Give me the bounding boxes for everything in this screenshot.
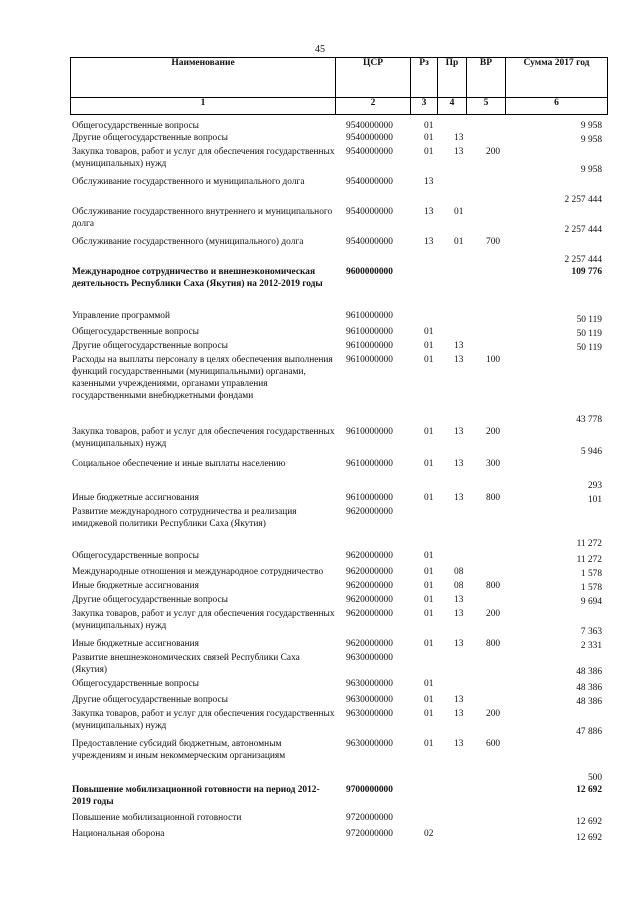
row-rz: 13	[424, 207, 434, 217]
table-row	[70, 120, 608, 132]
row-vr: 100	[486, 355, 501, 365]
table-row	[70, 132, 608, 146]
row-name: Повышение мобилизационной готовности на период 2012-2019 годы	[72, 785, 320, 807]
row-csr: 9630000000	[346, 653, 393, 663]
row-rz: 01	[424, 695, 434, 705]
header-sum: Сумма 2017 год	[506, 58, 608, 98]
row-vr	[484, 506, 526, 550]
row-name: Расходы на выплаты персоналу в целях обеспечения выполнения функций государственными (муниципальными) органами, казенными учреждениями, органами управления государственными внебюджетными фондами	[72, 355, 333, 401]
row-sum: 9 958	[580, 165, 602, 175]
row-csr: 9610000000	[346, 493, 393, 503]
row-sum: 48 386	[576, 697, 602, 707]
table-row	[70, 354, 608, 426]
table-row	[70, 176, 608, 206]
row-pr	[452, 678, 484, 694]
row-sum: 109 776	[571, 267, 602, 277]
row-vr: 800	[486, 493, 501, 503]
row-sum: 5 946	[580, 447, 602, 457]
row-vr	[484, 326, 526, 340]
row-name: Национальная оборона	[72, 829, 165, 839]
row-sum: 50 119	[576, 343, 602, 353]
table-row	[70, 566, 608, 580]
row-name: Повышение мобилизационной готовности	[72, 813, 242, 823]
header-csr: ЦСР	[336, 58, 411, 98]
table-row	[70, 828, 608, 844]
row-csr: 9720000000	[346, 829, 393, 839]
row-vr	[484, 206, 526, 236]
row-csr: 9540000000	[346, 237, 393, 247]
row-sum: 12 692	[576, 833, 602, 843]
row-vr	[484, 784, 526, 812]
row-sum: 50 119	[576, 329, 602, 339]
row-name: Иные бюджетные ассигнования	[72, 581, 199, 591]
row-pr	[452, 828, 484, 844]
row-sum: 12 692	[576, 785, 602, 795]
table-row	[70, 550, 608, 566]
header-num-sum: 6	[506, 98, 608, 115]
row-rz: 01	[424, 639, 434, 649]
row-pr	[452, 550, 484, 566]
row-rz: 13	[424, 237, 434, 247]
row-csr: 9620000000	[346, 567, 393, 577]
row-name: Иные бюджетные ассигнования	[72, 493, 199, 503]
row-csr: 9620000000	[346, 595, 393, 605]
header-vr: ВР	[467, 58, 506, 98]
row-rz: 01	[424, 427, 434, 437]
row-csr: 9540000000	[346, 147, 393, 157]
row-name: Развитие внешнеэкономических связей Республики Саха (Якутия)	[72, 653, 300, 675]
table-row	[70, 694, 608, 708]
row-pr: 13	[454, 493, 464, 503]
row-pr	[452, 120, 484, 132]
page-number: 45	[315, 44, 325, 55]
row-rz	[422, 652, 452, 678]
row-csr: 9610000000	[346, 355, 393, 365]
table-row	[70, 492, 608, 506]
row-name: Закупка товаров, работ и услуг для обеспечения государственных (муниципальных) нужд	[72, 609, 335, 631]
row-rz: 01	[424, 581, 434, 591]
row-pr	[452, 326, 484, 340]
row-vr	[484, 550, 526, 566]
table-row	[70, 708, 608, 738]
row-csr: 9540000000	[346, 121, 393, 131]
row-rz: 01	[424, 121, 434, 131]
row-name: Международные отношения и международное сотрудничество	[72, 567, 324, 577]
row-pr: 01	[454, 207, 464, 217]
table-row	[70, 812, 608, 828]
row-sum: 101	[587, 495, 602, 505]
row-pr	[452, 310, 484, 326]
table-row	[70, 638, 608, 652]
row-rz: 01	[424, 595, 434, 605]
row-name: Обслуживание государственного внутреннего и муниципального долга	[72, 207, 333, 229]
row-vr: 300	[486, 459, 501, 469]
row-csr: 9720000000	[346, 813, 393, 823]
row-pr	[452, 506, 484, 550]
row-pr: 13	[454, 133, 464, 143]
row-vr	[484, 652, 526, 678]
row-pr	[452, 812, 484, 828]
row-vr	[484, 566, 526, 580]
row-vr: 200	[486, 709, 501, 719]
row-rz	[422, 506, 452, 550]
row-name: Предоставление субсидий бюджетным, автономным учреждениям и иным некоммерческим организациям	[72, 739, 286, 761]
row-pr: 13	[454, 609, 464, 619]
row-csr: 9540000000	[346, 177, 393, 187]
row-pr: 13	[454, 459, 464, 469]
row-name: Общегосударственные вопросы	[72, 121, 199, 131]
table-row	[70, 594, 608, 608]
row-csr: 9630000000	[346, 695, 393, 705]
row-pr: 13	[454, 341, 464, 351]
row-csr: 9620000000	[346, 609, 393, 619]
row-rz	[422, 310, 452, 326]
row-vr	[484, 812, 526, 828]
row-sum: 47 886	[576, 727, 602, 737]
row-vr	[484, 176, 526, 206]
row-vr: 800	[486, 581, 501, 591]
row-pr	[452, 784, 484, 812]
row-name: Общегосударственные вопросы	[72, 551, 199, 561]
row-name: Другие общегосударственные вопросы	[72, 133, 228, 143]
row-rz: 13	[424, 177, 434, 187]
row-sum: 11 272	[576, 539, 602, 549]
row-sum: 1 578	[580, 569, 602, 579]
row-sum: 2 257 444	[564, 255, 602, 265]
row-name: Общегосударственные вопросы	[72, 327, 199, 337]
row-sum: 500	[587, 773, 602, 783]
row-rz: 01	[424, 679, 434, 689]
row-rz: 01	[424, 327, 434, 337]
row-csr: 9620000000	[346, 551, 393, 561]
row-rz: 01	[424, 609, 434, 619]
row-pr: 13	[454, 427, 464, 437]
row-vr	[484, 678, 526, 694]
row-vr: 200	[486, 609, 501, 619]
row-csr: 9610000000	[346, 427, 393, 437]
row-name: Общегосударственные вопросы	[72, 679, 199, 689]
row-csr: 9610000000	[346, 327, 393, 337]
row-name: Развитие международного сотрудничества и реализация имиджевой политики Республики Саха (Якутия)	[72, 507, 297, 529]
row-pr	[452, 266, 484, 310]
row-sum: 7 363	[580, 627, 602, 637]
header-num-vr: 5	[467, 98, 506, 115]
row-sum: 2 257 444	[564, 225, 602, 235]
row-name: Другие общегосударственные вопросы	[72, 595, 228, 605]
row-vr: 200	[486, 147, 501, 157]
row-sum: 9 694	[580, 597, 602, 607]
row-sum: 1 578	[580, 583, 602, 593]
row-rz: 01	[424, 133, 434, 143]
row-rz	[422, 812, 452, 828]
row-sum: 2 257 444	[564, 195, 602, 205]
table-row	[70, 506, 608, 550]
row-rz	[422, 784, 452, 812]
row-csr: 9610000000	[346, 341, 393, 351]
row-name: Иные бюджетные ассигнования	[72, 639, 199, 649]
row-csr: 9610000000	[346, 311, 393, 321]
row-csr: 9620000000	[346, 507, 393, 517]
header-pr: Пр	[438, 58, 467, 98]
row-name: Социальное обеспечение и иные выплаты населению	[72, 459, 286, 469]
row-rz: 02	[424, 829, 434, 839]
row-csr: 9630000000	[346, 709, 393, 719]
table-row	[70, 206, 608, 236]
row-csr: 9620000000	[346, 581, 393, 591]
table-row	[70, 738, 608, 784]
row-rz: 01	[424, 493, 434, 503]
table-row	[70, 326, 608, 340]
row-name: Другие общегосударственные вопросы	[72, 341, 228, 351]
row-name: Международное сотрудничество и внешнеэкономическая деятельность Республики Саха (Якутия) на 2012-2019 годы	[72, 267, 323, 289]
row-sum: 48 386	[576, 683, 602, 693]
row-vr: 700	[486, 237, 501, 247]
table-row	[70, 340, 608, 354]
row-sum: 48 386	[576, 667, 602, 677]
row-vr	[484, 340, 526, 354]
header-rz: Рз	[411, 58, 438, 98]
row-sum: 12 692	[576, 817, 602, 827]
row-vr	[484, 828, 526, 844]
row-vr	[484, 310, 526, 326]
row-sum: 293	[587, 481, 602, 491]
header-num-name: 1	[71, 98, 336, 115]
row-rz: 01	[424, 341, 434, 351]
row-vr	[484, 594, 526, 608]
row-csr: 9540000000	[346, 133, 393, 143]
row-rz	[422, 266, 452, 310]
table-row	[70, 652, 608, 678]
table-row	[70, 458, 608, 492]
row-name: Закупка товаров, работ и услуг для обеспечения государственных (муниципальных) нужд	[72, 147, 335, 169]
table-row	[70, 426, 608, 458]
row-csr: 9620000000	[346, 639, 393, 649]
row-rz: 01	[424, 459, 434, 469]
row-pr: 13	[454, 355, 464, 365]
row-name: Закупка товаров, работ и услуг для обеспечения государственных (муниципальных) нужд	[72, 427, 335, 449]
row-pr: 13	[454, 695, 464, 705]
table-row	[70, 310, 608, 326]
row-vr	[484, 120, 526, 132]
row-name: Закупка товаров, работ и услуг для обеспечения государственных (муниципальных) нужд	[72, 709, 335, 731]
row-sum: 9 958	[580, 121, 602, 131]
row-vr: 200	[486, 427, 501, 437]
row-vr	[484, 266, 526, 310]
row-name: Обслуживание государственного и муниципального долга	[72, 177, 305, 187]
budget-table	[70, 120, 608, 844]
row-rz: 01	[424, 551, 434, 561]
row-rz: 01	[424, 739, 434, 749]
row-vr	[484, 694, 526, 708]
row-name: Другие общегосударственные вопросы	[72, 695, 228, 705]
row-vr	[484, 132, 526, 146]
table-row	[70, 580, 608, 594]
row-pr	[452, 652, 484, 678]
row-pr: 13	[454, 147, 464, 157]
row-vr: 800	[486, 639, 501, 649]
header-name: Наименование	[71, 58, 336, 98]
table-header	[70, 57, 608, 115]
row-sum: 50 119	[576, 315, 602, 325]
table-row	[70, 608, 608, 638]
row-csr: 9630000000	[346, 679, 393, 689]
row-pr: 08	[454, 581, 464, 591]
row-name: Управление программой	[72, 311, 171, 321]
table-row	[70, 236, 608, 266]
table-row	[70, 266, 608, 310]
row-rz: 01	[424, 567, 434, 577]
row-rz: 01	[424, 355, 434, 365]
header-num-pr: 4	[438, 98, 467, 115]
row-sum: 9 958	[580, 135, 602, 145]
row-pr: 13	[454, 739, 464, 749]
row-pr: 13	[454, 709, 464, 719]
row-rz: 01	[424, 147, 434, 157]
row-csr: 9700000000	[346, 785, 393, 795]
row-csr: 9600000000	[346, 267, 393, 277]
row-name: Обслуживание государственного (муниципального) долга	[72, 237, 304, 247]
row-pr: 13	[454, 639, 464, 649]
row-vr: 600	[486, 739, 501, 749]
row-pr: 13	[454, 595, 464, 605]
row-sum: 2 331	[580, 641, 602, 651]
header-num-rz: 3	[411, 98, 438, 115]
row-rz: 01	[424, 709, 434, 719]
table-row	[70, 784, 608, 812]
row-csr: 9630000000	[346, 739, 393, 749]
row-pr: 01	[454, 237, 464, 247]
row-csr: 9540000000	[346, 207, 393, 217]
row-pr	[452, 176, 484, 206]
row-sum: 43 778	[576, 415, 602, 425]
row-sum: 11 272	[576, 555, 602, 565]
row-pr: 08	[454, 567, 464, 577]
table-row	[70, 146, 608, 176]
header-num-csr: 2	[336, 98, 411, 115]
table-row	[70, 678, 608, 694]
row-csr: 9610000000	[346, 459, 393, 469]
